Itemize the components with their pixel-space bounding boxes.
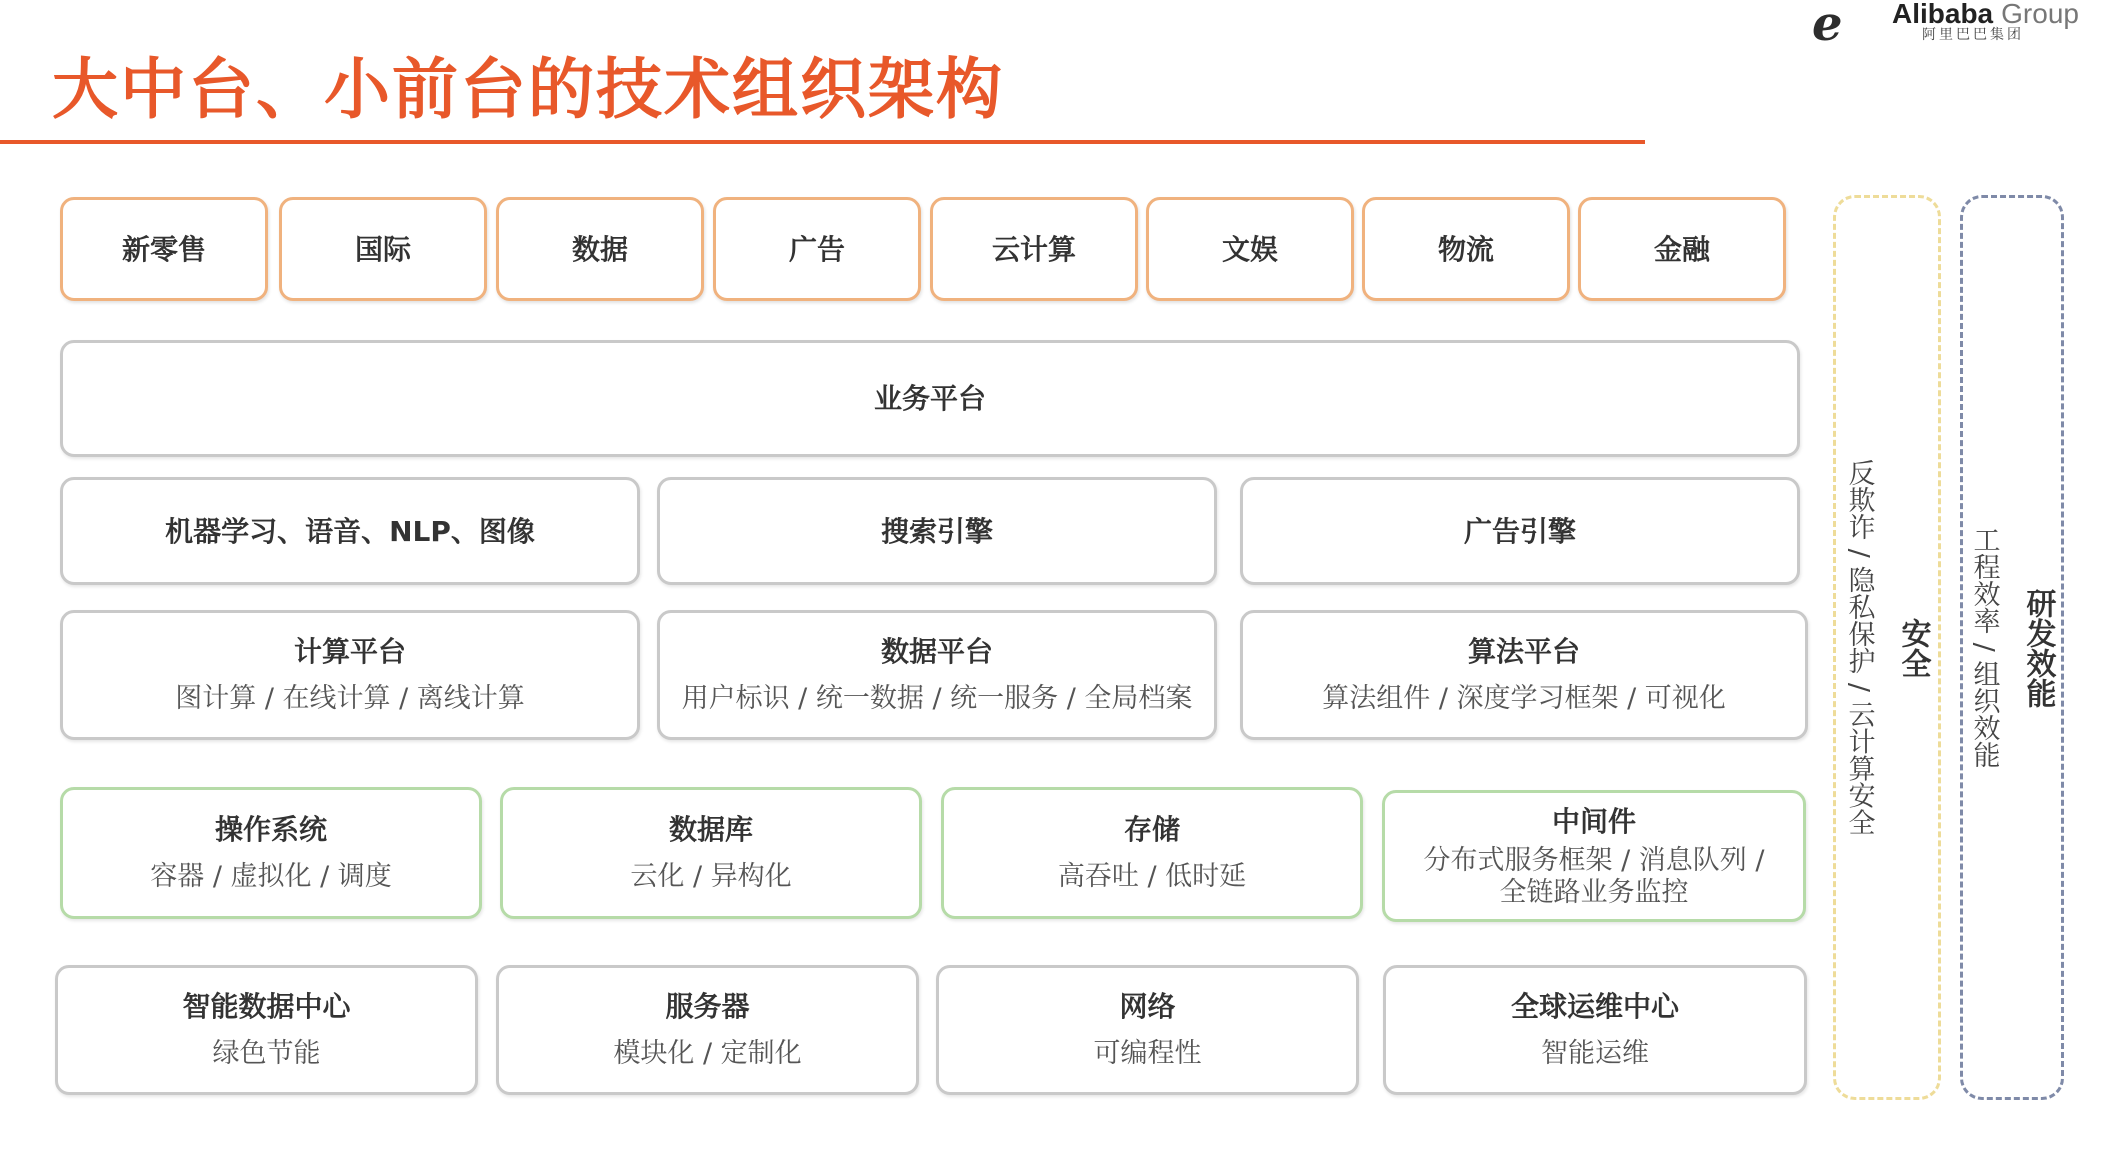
hardware-box-network: 网络 可编程性: [936, 965, 1359, 1095]
alibaba-logo-mark: e: [1812, 0, 1843, 52]
hardware-box-server: 服务器 模块化 / 定制化: [496, 965, 919, 1095]
hardware-box-global-ops: 全球运维中心 智能运维: [1383, 965, 1807, 1095]
engine-box-ml: 机器学习、语音、NLP、图像: [60, 477, 640, 585]
page-title: 大中台、小前台的技术组织架构: [52, 51, 1004, 128]
engine-box-ads: 广告引擎: [1240, 477, 1800, 585]
alibaba-logo-cn: 阿里巴巴集团: [1922, 27, 2024, 43]
security-panel: [1833, 195, 1941, 1100]
infra-box-database: 数据库 云化 / 异构化: [500, 787, 922, 919]
front-box-international: 国际: [279, 197, 487, 301]
infra-box-os: 操作系统 容器 / 虚拟化 / 调度: [60, 787, 482, 919]
infra-box-middleware: 中间件 分布式服务框架 / 消息队列 /全链路业务监控: [1382, 790, 1806, 922]
security-sub: 反欺诈 / 隐私保护 / 云计算安全: [1843, 459, 1875, 836]
platform-box-algorithm: 算法平台 算法组件 / 深度学习框架 / 可视化: [1240, 610, 1808, 740]
front-box-ads: 广告: [713, 197, 921, 301]
rnd-title: 研发效能: [2020, 587, 2056, 708]
front-box-cloud: 云计算: [930, 197, 1138, 301]
business-platform-box: 业务平台: [60, 340, 1800, 457]
rnd-sub: 工程效率 / 组织效能: [1968, 526, 2000, 769]
front-box-data: 数据: [496, 197, 704, 301]
alibaba-logo: [1812, 0, 2112, 52]
infra-box-storage: 存储 高吞吐 / 低时延: [941, 787, 1363, 919]
front-box-logistics: 物流: [1362, 197, 1570, 301]
platform-box-compute: 计算平台 图计算 / 在线计算 / 离线计算: [60, 610, 640, 740]
title-divider: [0, 140, 1645, 144]
front-box-new-retail: 新零售: [60, 197, 268, 301]
alibaba-logo-name: Alibaba Group: [1892, 0, 2079, 29]
front-box-finance: 金融: [1578, 197, 1786, 301]
rnd-panel: [1960, 195, 2064, 1100]
engine-box-search: 搜索引擎: [657, 477, 1217, 585]
hardware-box-idc: 智能数据中心 绿色节能: [55, 965, 478, 1095]
security-title: 安全: [1895, 617, 1931, 678]
front-box-entertainment: 文娱: [1146, 197, 1354, 301]
platform-box-data: 数据平台 用户标识 / 统一数据 / 统一服务 / 全局档案: [657, 610, 1217, 740]
